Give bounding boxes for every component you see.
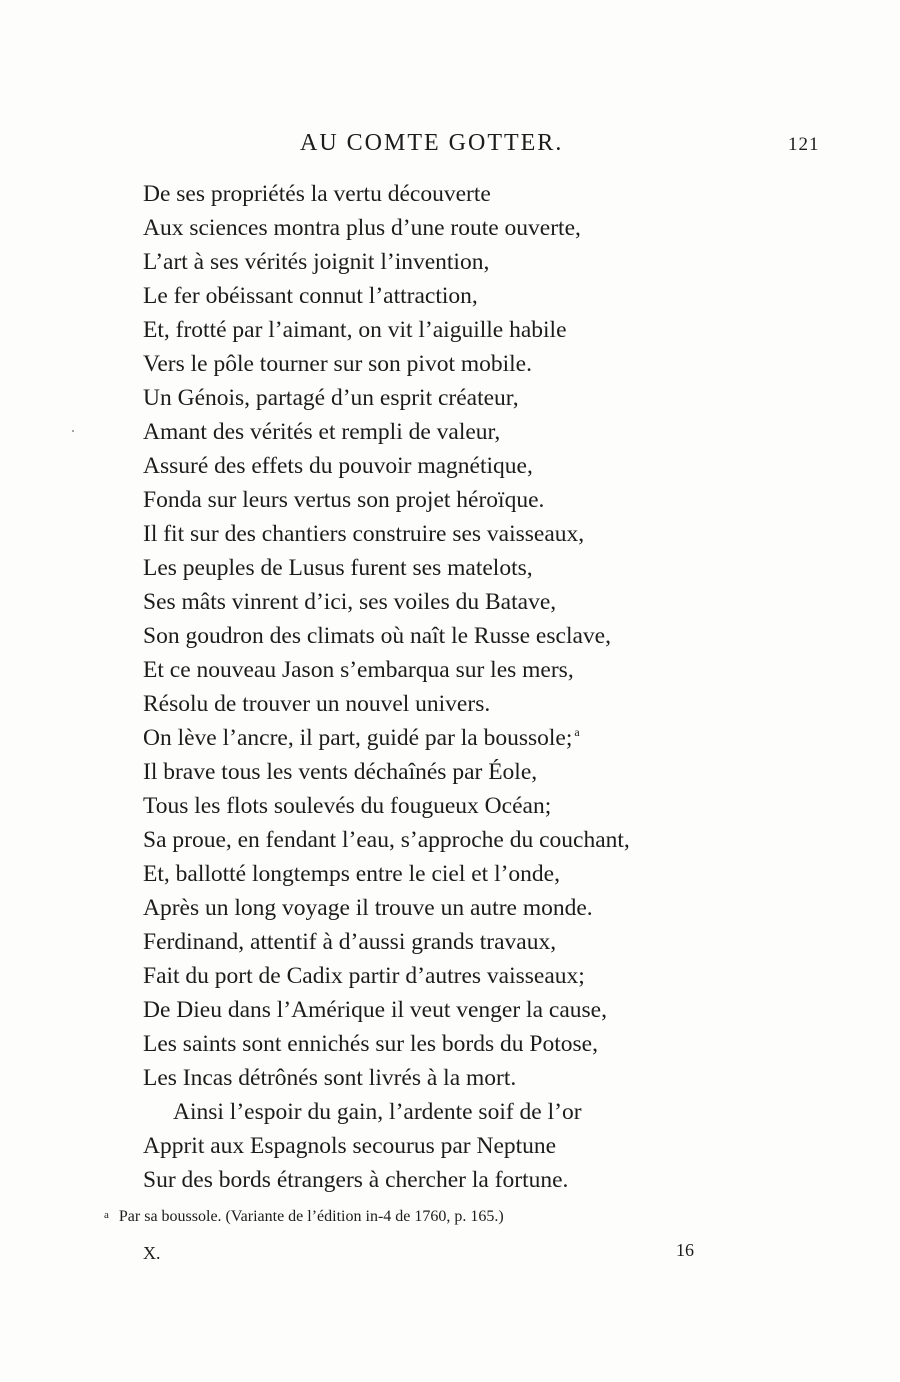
verse-line-with-note xyxy=(143,721,843,755)
page-number: 121 xyxy=(788,134,820,155)
running-title: AU COMTE GOTTER. xyxy=(300,130,564,156)
note-reference: a xyxy=(574,725,580,739)
verse-line: Les saints sont ennichés sur les bords du Potose, xyxy=(143,1031,598,1057)
verse-line: Et ce nouveau Jason s’embarqua sur les mers, xyxy=(143,657,574,683)
verse-line: Vers le pôle tourner sur son pivot mobile. xyxy=(143,351,532,377)
poem-body xyxy=(143,177,843,1197)
verse-line: Ferdinand, attentif à d’aussi grands travaux, xyxy=(143,929,557,955)
verse-line: Fait du port de Cadix partir d’autres vaisseaux; xyxy=(143,963,585,989)
verse-line: Fonda sur leurs vertus son projet héroïque. xyxy=(143,487,545,513)
verse-line: Apprit aux Espagnols secourus par Neptune xyxy=(143,1133,557,1159)
verse-line: Son goudron des climats où naît le Russe esclave, xyxy=(143,623,611,649)
verse-line: Après un long voyage il trouve un autre monde. xyxy=(143,895,593,921)
footnote xyxy=(104,1208,504,1226)
footnote-marker: a xyxy=(104,1209,109,1221)
verse-line: Et, ballotté longtemps entre le ciel et l’onde, xyxy=(143,861,560,887)
verse-line: Amant des vérités et rempli de valeur, xyxy=(143,419,501,445)
verse-line: Sa proue, en fendant l’eau, s’approche du couchant, xyxy=(143,827,630,853)
verse-line: Tous les flots soulevés du fougueux Océan; xyxy=(143,793,552,819)
verse-line: Le fer obéissant connut l’attraction, xyxy=(143,283,478,309)
verse-line: Un Génois, partagé d’un esprit créateur, xyxy=(143,385,519,411)
verse-line: Il brave tous les vents déchaînés par Éole, xyxy=(143,759,538,785)
verse-line: L’art à ses vérités joignit l’invention, xyxy=(143,249,490,275)
verse-line: Ses mâts vinrent d’ici, ses voiles du Batave, xyxy=(143,589,557,615)
sheet-signature: 16 xyxy=(676,1240,694,1260)
verse-line: Aux sciences montra plus d’une route ouverte, xyxy=(143,215,581,241)
verse-line: Les Incas détrônés sont livrés à la mort. xyxy=(143,1065,517,1091)
verse-text: On lève l’ancre, il part, guidé par la boussole; xyxy=(143,725,573,751)
verse-line: Et, frotté par l’aimant, on vit l’aiguille habile xyxy=(143,317,567,343)
running-head xyxy=(0,130,900,162)
verse-line-indented: Ainsi l’espoir du gain, l’ardente soif de l’or xyxy=(173,1099,582,1125)
verse-line: Sur des bords étrangers à chercher la fortune. xyxy=(143,1167,569,1193)
footnote-text: Par sa boussole. (Variante de l’édition in-4 de 1760, p. 165.) xyxy=(118,1208,504,1225)
verse-line: De ses propriétés la vertu découverte xyxy=(143,181,491,207)
verse-line: De Dieu dans l’Amérique il veut venger la cause, xyxy=(143,997,607,1023)
volume-signature: X. xyxy=(143,1243,161,1263)
paper-speck xyxy=(72,430,74,432)
verse-line: Les peuples de Lusus furent ses matelots, xyxy=(143,555,533,581)
verse-line: Assuré des effets du pouvoir magnétique, xyxy=(143,453,533,479)
verse-line: Il fit sur des chantiers construire ses vaisseaux, xyxy=(143,521,585,547)
verse-line: Résolu de trouver un nouvel univers. xyxy=(143,691,491,717)
